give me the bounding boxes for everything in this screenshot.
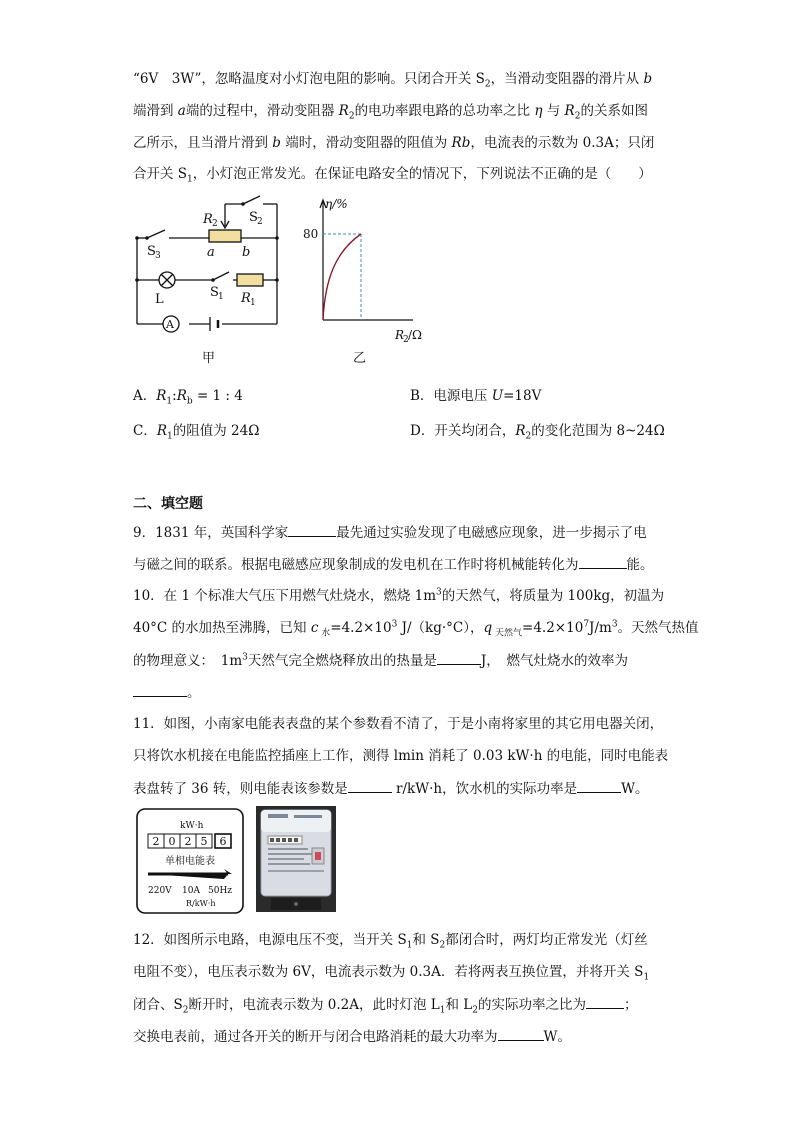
q9-blank-1[interactable] (288, 522, 336, 537)
energy-meter-photo (256, 806, 336, 912)
q12-line-3: 闭合、$S_2$断开时，电流表示数为 0.2A，此时灯泡 $L_1$和 $L_2$的实际功率之比为 ； (133, 994, 638, 1015)
label-r1-sub: 1 (250, 298, 256, 308)
q12-blank-2[interactable] (498, 1026, 544, 1041)
label-b: b (242, 245, 251, 260)
q12-line-4: 交换电表前，通过各开关的断开与闭合电路消耗的最大功率为 W。 (133, 1026, 571, 1047)
q12-blank-1[interactable] (586, 994, 624, 1009)
q9-blank-2[interactable] (579, 554, 627, 569)
label-r1: R (241, 291, 251, 306)
q8-line-4: 合开关 $S_1$，小灯泡正常发光。在保证电路安全的情况下，下列说法不正确的是（ ） (133, 166, 652, 185)
label-s3-sub: 3 (155, 251, 161, 261)
section-title-fill-in: 二、填空题 (133, 496, 203, 512)
figure-caption-jia: 甲 (202, 351, 216, 366)
option-a: A．$R_1:R_b = 1$ : 4 (133, 388, 243, 407)
meter-voltage: 220V (148, 886, 172, 896)
graph-yi (295, 190, 445, 370)
graph-x-label-unit: /Ω (408, 328, 422, 342)
option-c: C．$R_1$的阻值为 24Ω (133, 423, 260, 442)
meter-current: 10A (182, 886, 200, 896)
circuit-diagram-jia (125, 190, 295, 370)
graph-x-label: R (395, 328, 405, 342)
figure-caption-yi: 乙 (353, 351, 367, 366)
meter-digit: 6 (219, 835, 227, 848)
q8-line-1: “6V 3W”，忽略温度对小灯泡电阻的影响。只闭合开关 $S_2$，当滑动变阻器的滑片从 b (133, 71, 653, 90)
meter-frequency: 50Hz (208, 886, 233, 896)
graph-x-label-sub: 2 (403, 335, 409, 345)
q11-blank-1[interactable] (348, 778, 392, 793)
meter-digit: 2 (184, 835, 192, 848)
label-s3: S (147, 244, 156, 259)
q11-line-1: 11．如图，小南家电能表表盘的某个参数看不清了，于是小南将家里的其它用电器关闭， (133, 716, 664, 732)
q10-blank-2[interactable] (133, 682, 187, 697)
q8-line-3: 乙所示，且当滑片滑到 b 端时，滑动变阻器的阻值为 Rb，电流表的示数为 0.3A；只闭 (133, 135, 655, 151)
q12-line-2: 电阻不变），电压表示数为 6V，电流表示数为 0.3A．若将两表互换位置，并将开关 $S_1$ (133, 964, 650, 983)
label-s1-sub: 1 (218, 292, 224, 302)
meter-unit-label: kW·h (180, 821, 204, 831)
graph-y-label: η/% (325, 197, 348, 211)
energy-meter-dial (136, 808, 244, 914)
q10-line-1: 10．在 1 个标准大气压下用燃气灶烧水，燃烧 $1m^3$的天然气，将质量为 100kg，初温为 (133, 587, 665, 604)
q10-line-3: 的物理意义： $1m^3$天然气完全燃烧释放出的热量是 J， 燃气灶烧水的效率为 (133, 650, 628, 671)
meter-rev-unit: R/kW·h (186, 899, 216, 908)
q9-line-2: 与磁之间的联系。根据电磁感应现象制成的发电机在工作时将机械能转化为 能。 (133, 554, 654, 575)
q11-blank-2[interactable] (577, 778, 621, 793)
label-l: L (155, 292, 164, 307)
q10-line-4: 。 (133, 682, 201, 703)
label-s2-sub: 2 (257, 217, 263, 227)
meter-digit: 2 (152, 835, 160, 848)
q8-line-2: 端滑到 a端的过程中，滑动变阻器 $R_2$的电功率跟电路的总功率之比 η 与 $R_2$的关系如图 (133, 103, 648, 122)
q9-line-1: 9．1831 年，英国科学家 最先通过实验发现了电磁感应现象，进一步揭示了电 (133, 522, 647, 543)
option-b: B．电源电压 U=18V (410, 388, 542, 404)
label-a: a (207, 245, 215, 260)
label-r2-sub: 2 (212, 219, 218, 229)
q10-blank-1[interactable] (437, 650, 481, 665)
q12-line-1: 12．如图所示电路，电源电压不变，当开关 $S_1$和 $S_2$都闭合时，两灯均正常发光（灯丝 (133, 932, 648, 951)
meter-digit: 5 (200, 835, 208, 848)
label-s2: S (249, 210, 258, 225)
label-s1: S (210, 285, 219, 300)
label-r2: R (203, 212, 213, 227)
ammeter-label: A (166, 318, 174, 331)
option-d: D．开关均闭合，$R_2$的变化范围为 8~24Ω (410, 423, 665, 442)
graph-y-80-label: 80 (303, 227, 319, 241)
q11-line-2: 只将饮水机接在电能监控插座上工作，测得 lmin 消耗了 0.03 kW·h 的电能，同时电能表 (133, 748, 669, 764)
meter-name: 单相电能表 (165, 856, 215, 867)
q10-line-2: 40°C 的水加热至沸腾，已知 c $_水=4.2\times 10^3$ J/（kg·°C），q $_{天然气}=4.2\times 10^7J/m^3$。天然气热值 (133, 619, 699, 639)
meter-digit: 0 (168, 835, 176, 848)
efficiency-curve (323, 234, 361, 320)
q11-line-3: 表盘转了 36 转，则电能表该参数是 r/kW·h，饮水机的实际功率是 W。 (133, 778, 649, 799)
